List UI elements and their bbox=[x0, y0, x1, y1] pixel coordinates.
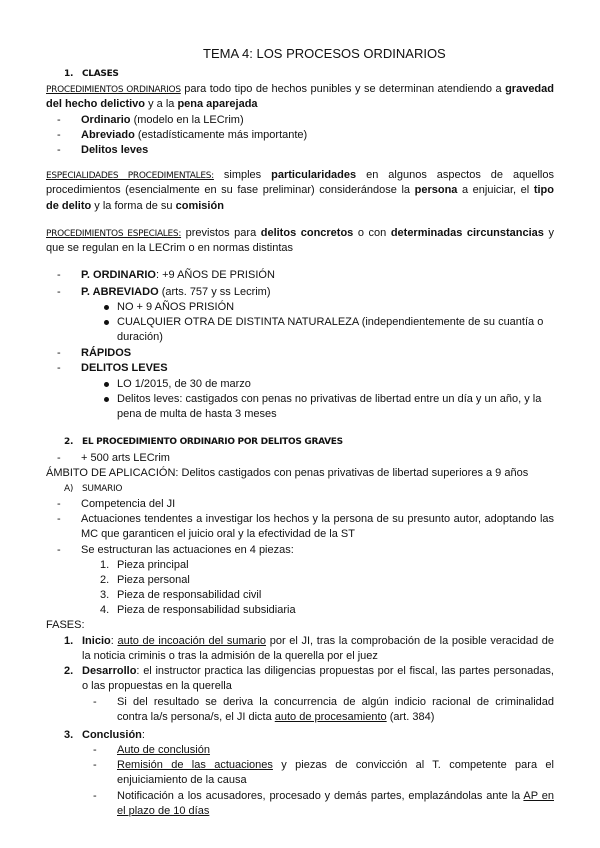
bullet-dot bbox=[104, 382, 109, 387]
proc-ordinarios-line2: del hecho delictivo y a la pena aparejada bbox=[46, 98, 258, 110]
bullet-cualquier-otra: CUALQUIER OTRA DE DISTINTA NATURALEZA (independientemente de su cuantía o bbox=[117, 316, 544, 328]
fase-1-inicio-cont: la noticia criminis o tras la admisión de la querella por el juez bbox=[82, 650, 378, 662]
fase-2-desarrollo-cont: o las propuestas en la querella bbox=[82, 680, 232, 692]
bullet-dot bbox=[104, 305, 109, 310]
list-p-abreviado: - P. ABREVIADO (arts. 757 y ss Lecrim) bbox=[81, 285, 271, 300]
especialidades-line1: ESPECIALIDADES PROCEDIMENTALES: simples particularidades en algunos aspectos de aquellos bbox=[46, 169, 554, 181]
fase-3-notificacion: - Notificación a los acusadores, procesado y demás partes, emplazándolas ante la AP en bbox=[117, 789, 554, 804]
fases-label: FASES: bbox=[46, 619, 85, 631]
bullet-dot bbox=[104, 397, 109, 402]
bullet-cualquier-otra-cont: duración) bbox=[117, 331, 163, 343]
list-p-ordinario: - P. ORDINARIO: +9 AÑOS DE PRISIÓN bbox=[81, 268, 275, 283]
fase-3-auto-conclusion: - Auto de conclusión bbox=[117, 743, 210, 758]
especialidades-line3: de delito y la forma de su comisión bbox=[46, 200, 224, 212]
document-title: TEMA 4: LOS PROCESOS ORDINARIOS bbox=[203, 46, 446, 61]
pieza-num: 1. bbox=[100, 559, 110, 571]
pieza-num: 3. bbox=[100, 589, 110, 601]
arts-lecrim: - + 500 arts LECrim bbox=[81, 451, 170, 466]
pieza-principal: Pieza principal bbox=[117, 559, 189, 571]
bullet-no-9-anos: NO + 9 AÑOS PRISIÓN bbox=[117, 301, 235, 313]
list-item-abreviado: - Abreviado (estadísticamente más importante) bbox=[81, 128, 307, 143]
fase-2-number: 2. bbox=[64, 665, 74, 677]
fase-3-notificacion-cont: el plazo de 10 días bbox=[117, 805, 210, 817]
fase-3-remision-cont: enjuiciamiento de la causa bbox=[117, 774, 247, 786]
sumario-letter: A) bbox=[64, 484, 74, 494]
pieza-resp-subsidiaria: Pieza de responsabilidad subsidiaria bbox=[117, 604, 296, 616]
sumario-competencia: - Competencia del JI bbox=[81, 497, 175, 512]
fase-1-inicio: Inicio: auto de incoación del sumario por el JI, tras la comprobación de la posible veracidad de bbox=[82, 635, 554, 647]
list-rapidos: - RÁPIDOS bbox=[81, 346, 131, 361]
bullet-delitos-leves-def-cont: pena de multa de hasta 3 meses bbox=[117, 408, 277, 420]
proc-especiales-line2: que se regulan en la LECrim o en normas distintas bbox=[46, 242, 294, 254]
section-2-number: 2. bbox=[64, 437, 74, 447]
section-1-heading: CLASES bbox=[82, 69, 119, 79]
fase-1-number: 1. bbox=[64, 635, 74, 647]
pieza-resp-civil: Pieza de responsabilidad civil bbox=[117, 589, 262, 601]
list-item-ordinario: - Ordinario (modelo en la LECrim) bbox=[81, 113, 244, 128]
proc-ordinarios-line1: PROCEDIMIENTOS ORDINARIOS para todo tipo de hechos punibles y se determinan atendiendo a gravedad bbox=[46, 83, 554, 95]
sumario-heading: SUMARIO bbox=[82, 484, 123, 494]
list-delitos-leves: - DELITOS LEVES bbox=[81, 361, 168, 376]
fase-2-sub: - Si del resultado se deriva la concurrencia de algún indicio racional de criminalidad bbox=[117, 695, 554, 710]
pieza-num: 2. bbox=[100, 574, 110, 586]
bullet-delitos-leves-def: Delitos leves: castigados con penas no privativas de libertad entre un día y un año, y la bbox=[117, 393, 542, 405]
proc-especiales-line1: PROCEDIMIENTOS ESPECIALES: previstos para delitos concretos o con determinadas circunstancias y bbox=[46, 227, 554, 239]
especialidades-line2: procedimientos (esencialmente en su fase preliminar) considerándose la persona a enjuiciar, el tipo bbox=[46, 184, 554, 196]
fase-3-remision: - Remisión de las actuaciones y piezas de convicción al T. competente para el bbox=[117, 758, 554, 773]
pieza-personal: Pieza personal bbox=[117, 574, 190, 586]
section-2-heading: EL PROCEDIMIENTO ORDINARIO POR DELITOS GRAVES bbox=[82, 437, 343, 447]
section-1-number: 1. bbox=[64, 69, 74, 79]
fase-3-number: 3. bbox=[64, 729, 74, 741]
fase-3-conclusion: Conclusión: bbox=[82, 729, 145, 741]
pieza-num: 4. bbox=[100, 604, 110, 616]
fase-2-sub-cont: contra la/s persona/s, el JI dicta auto de procesamiento (art. 384) bbox=[117, 711, 435, 723]
ambito-aplicacion: ÁMBITO DE APLICACIÓN: Delitos castigados con penas privativas de libertad superiores a 9 años bbox=[46, 467, 529, 479]
bullet-dot bbox=[104, 320, 109, 325]
sumario-piezas: - Se estructuran las actuaciones en 4 piezas: bbox=[81, 543, 294, 558]
sumario-actuaciones-cont: MC que garanticen el juicio oral y la efectividad de la ST bbox=[81, 528, 355, 540]
list-item-delitos-leves: - Delitos leves bbox=[81, 143, 148, 158]
fase-2-desarrollo: Desarrollo: el instructor practica las diligencias propuestas por el fiscal, las partes personadas, bbox=[82, 665, 554, 677]
sumario-actuaciones: - Actuaciones tendentes a investigar los hechos y la persona de su presunto autor, adoptando las bbox=[81, 512, 554, 527]
bullet-lo-2015: LO 1/2015, de 30 de marzo bbox=[117, 378, 251, 390]
